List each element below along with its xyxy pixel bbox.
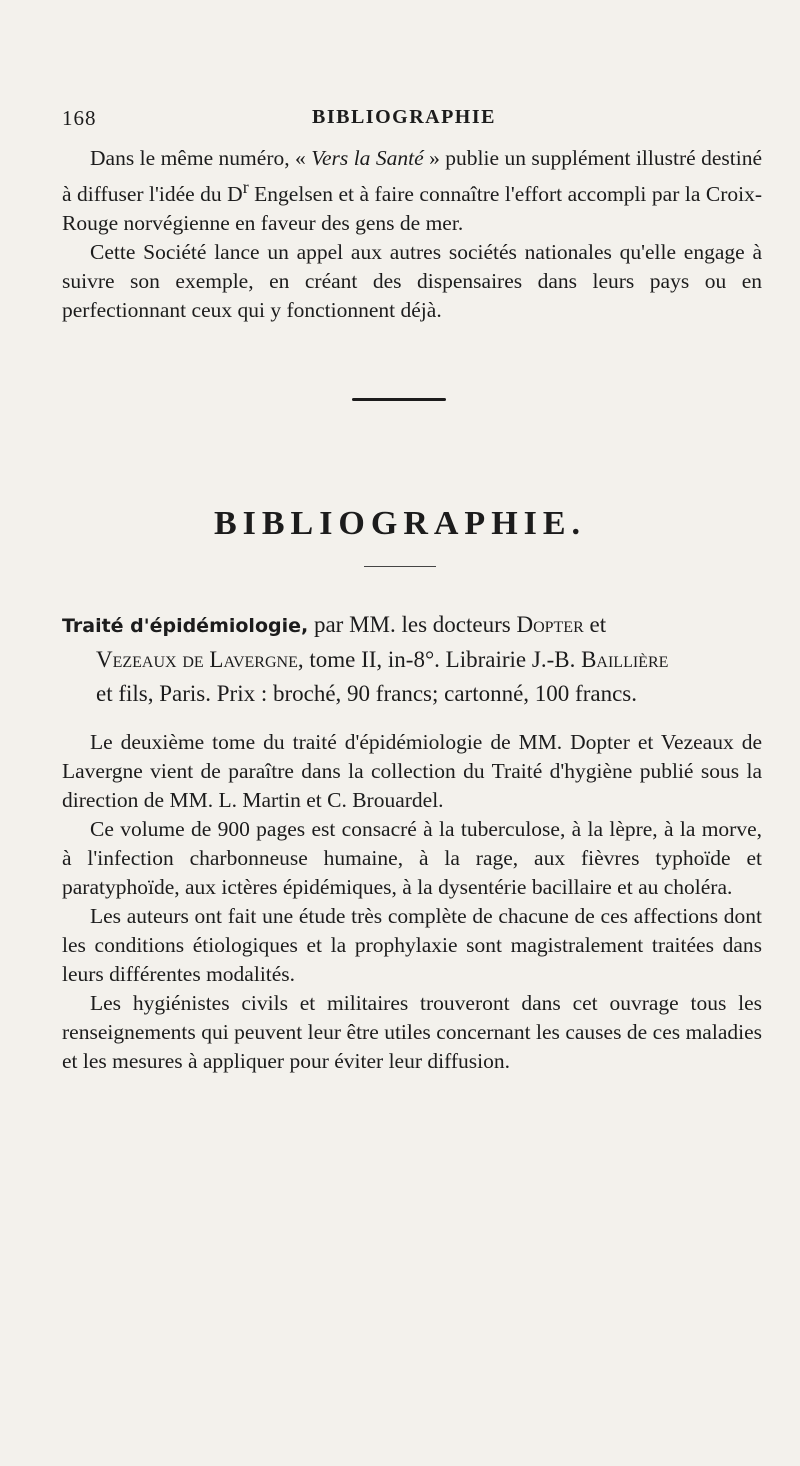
intro-paragraph-1 (62, 144, 762, 238)
section-title: BIBLIOGRAPHIE. (213, 505, 587, 542)
review-paragraph-1: Le deuxième tome du traité d'épidémiologie de MM. Dopter et Vezeaux de Lavergne vient de paraître dans la collection du Traité d'hygiène publié sous la direction de MM. L. Martin et C. Brouardel. (62, 730, 762, 812)
doctor-superscript: r (242, 177, 249, 197)
bibliography-entry (62, 608, 762, 711)
intro-p1-part-b: » publie un supplément illustré destiné à diffuser l'idée du D (62, 146, 762, 207)
review-text (62, 728, 762, 1076)
intro-text (62, 144, 762, 325)
running-head (62, 106, 762, 134)
entry-line-1 (62, 608, 762, 643)
running-title: BIBLIOGRAPHIE (312, 106, 496, 128)
entry-line-3: et fils, Paris. Prix : broché, 90 francs; cartonné, 100 francs. (96, 681, 637, 706)
review-paragraph-4: Les hygiénistes civils et militaires trouveront dans cet ouvrage tous les renseignements qui peuvent leur être utiles concernant les causes de ces maladies et les mesures à appliquer pour éviter leur diffusion. (62, 991, 762, 1073)
page-number: 168 (62, 106, 97, 130)
entry-volume-info: , tome II, in-8°. Librairie J.-B. (297, 647, 582, 672)
section-divider (352, 398, 446, 401)
entry-authors-intro: par MM. les docteurs (308, 612, 517, 637)
title-underline (364, 566, 436, 567)
review-paragraph-2: Ce volume de 900 pages est consacré à la tuberculose, à la lèpre, à la morve, à l'infection charbonneuse humaine, à la rage, aux fièvres typhoïde et paratyphoïde, aux ictères épidémiques, à la dysentérie bacillaire et au choléra. (62, 817, 762, 899)
entry-author-2: Vezeaux de Lavergne (96, 647, 298, 672)
entry-author-1: Dopter (516, 612, 584, 637)
entry-publisher: Baillière (581, 647, 669, 672)
journal-title: Vers la Santé (311, 146, 424, 170)
intro-p1-part-c: Engelsen et à faire connaître l'effort accompli par la Croix-Rouge norvégienne en faveur des gens de mer. (62, 182, 762, 236)
entry-title: Traité d'épidémiologie, (62, 615, 309, 637)
intro-paragraph-2: Cette Société lance un appel aux autres sociétés nationales qu'elle engage à suivre son exemple, en créant des dispensaires dans leurs pays ou en perfectionnant ceux qui y fonctionnent déjà. (62, 240, 762, 323)
intro-p1-part-a: Dans le même numéro, « (90, 146, 312, 170)
entry-conjunction: et (583, 612, 607, 637)
review-paragraph-3: Les auteurs ont fait une étude très complète de chacune de ces affections dont les conditions étiologiques et la prophylaxie sont magistralement traitées dans leurs différentes modalités. (62, 904, 762, 986)
entry-line-2 (62, 643, 762, 677)
